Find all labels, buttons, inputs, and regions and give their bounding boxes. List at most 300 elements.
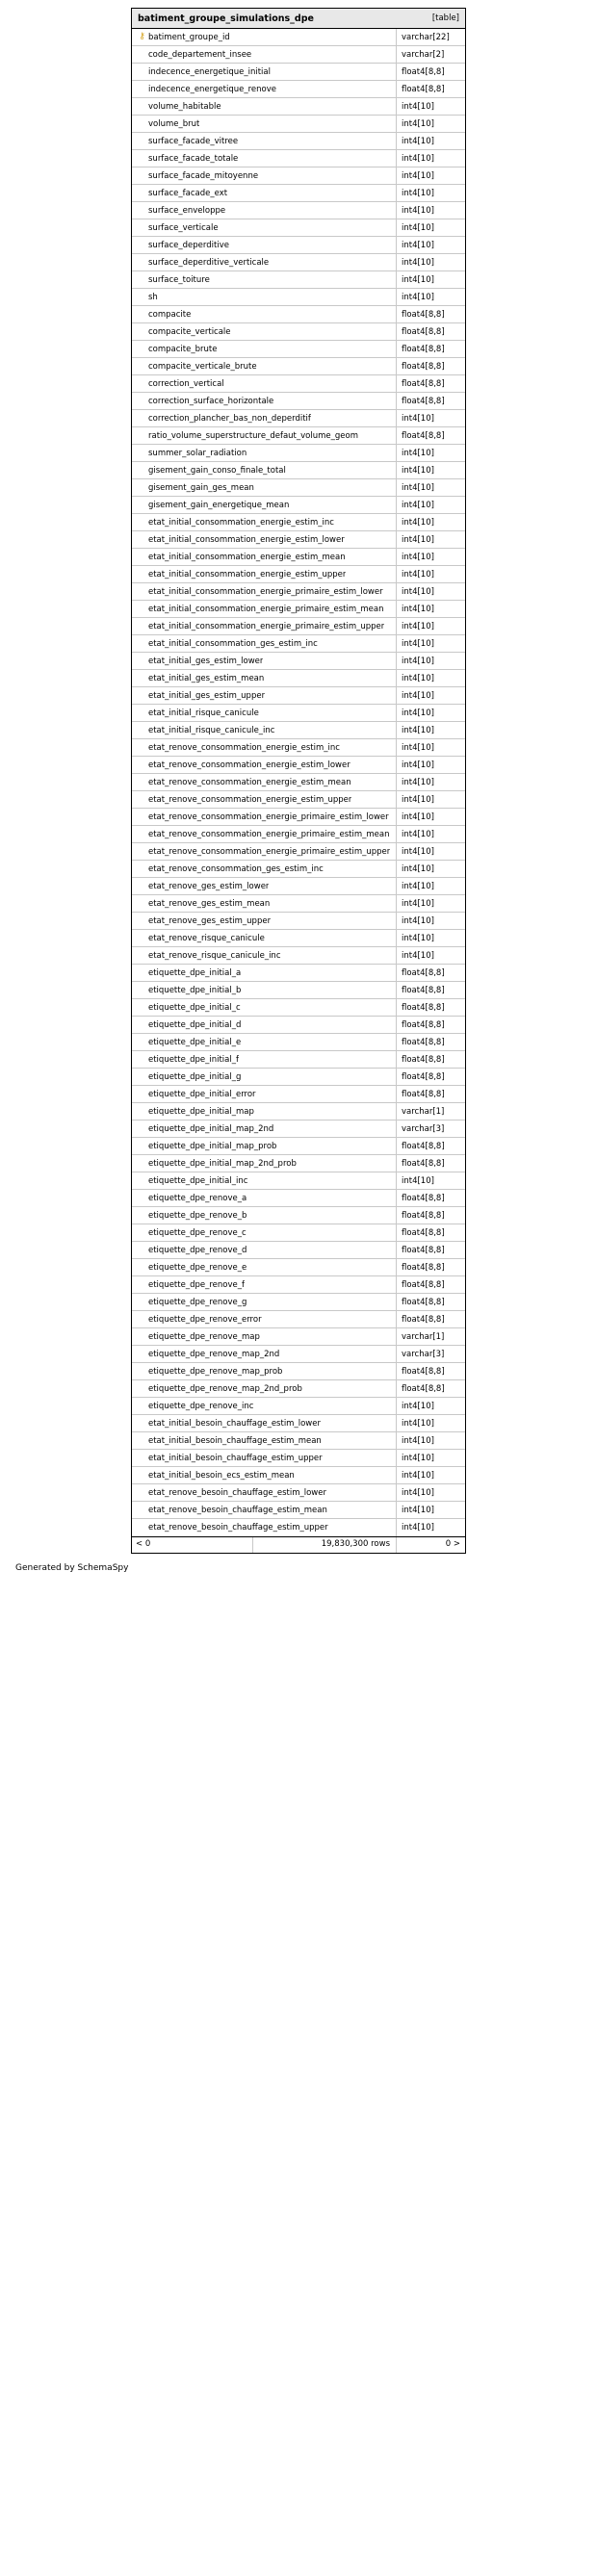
table-row[interactable] — [132, 930, 465, 947]
table-row[interactable] — [132, 1519, 465, 1536]
column-name-label: etiquette_dpe_initial_map_2nd — [148, 1123, 274, 1134]
column-type-label: int4[10] — [396, 774, 465, 790]
column-name-label: etat_initial_ges_estim_upper — [148, 690, 266, 701]
column-name-cell — [132, 116, 396, 132]
row-count: 19,830,300 rows — [252, 1537, 396, 1553]
table-row[interactable] — [132, 670, 465, 687]
table-name: batiment_groupe_simulations_dpe — [138, 13, 314, 24]
column-name-cell — [132, 98, 396, 115]
table-row[interactable] — [132, 826, 465, 843]
table-row[interactable] — [132, 878, 465, 895]
column-name-cell — [132, 410, 396, 426]
column-type-label: int4[10] — [396, 826, 465, 842]
column-type-label: float4[8,8] — [396, 1155, 465, 1172]
column-name-label: etiquette_dpe_renove_c — [148, 1227, 247, 1238]
column-type-label: int4[10] — [396, 913, 465, 929]
column-name-label: etiquette_dpe_renove_inc — [148, 1401, 254, 1411]
column-type-label: int4[10] — [396, 410, 465, 426]
table-row[interactable] — [132, 254, 465, 271]
credit-text: Generated by SchemaSpy — [15, 1563, 129, 1573]
column-name-label: etat_initial_risque_canicule_inc — [148, 725, 275, 735]
table-row[interactable] — [132, 1294, 465, 1311]
column-name-cell — [132, 1138, 396, 1154]
table-row[interactable] — [132, 1484, 465, 1502]
table-row[interactable] — [132, 861, 465, 878]
column-name-label: gisement_gain_conso_finale_total — [148, 465, 286, 476]
column-type-label: float4[8,8] — [396, 1259, 465, 1275]
table-row[interactable] — [132, 1207, 465, 1224]
column-name-cell — [132, 46, 396, 63]
column-name-label: etat_initial_ges_estim_lower — [148, 656, 264, 666]
column-name-cell — [132, 965, 396, 981]
column-name-label: etat_initial_besoin_ecs_estim_mean — [148, 1470, 295, 1481]
column-type-label: int4[10] — [396, 497, 465, 513]
column-name-cell — [132, 705, 396, 721]
column-type-label: int4[10] — [396, 150, 465, 167]
column-name-label: etat_renove_consommation_ges_estim_inc — [148, 863, 324, 874]
column-name-cell — [132, 341, 396, 357]
column-type-label: int4[10] — [396, 1450, 465, 1466]
table-row[interactable] — [132, 167, 465, 185]
column-name-label: volume_brut — [148, 118, 200, 129]
column-name-cell — [132, 687, 396, 704]
column-name-label: code_departement_insee — [148, 49, 252, 60]
column-name-label: etat_initial_consommation_ges_estim_inc — [148, 638, 318, 649]
column-name-label: etiquette_dpe_initial_g — [148, 1071, 242, 1082]
column-name-cell — [132, 1190, 396, 1206]
column-name-cell — [132, 861, 396, 877]
table-row[interactable] — [132, 323, 465, 341]
column-name-cell — [132, 999, 396, 1016]
table-row[interactable] — [132, 913, 465, 930]
column-name-label: etiquette_dpe_initial_e — [148, 1037, 242, 1047]
table-row[interactable] — [132, 653, 465, 670]
table-row[interactable] — [132, 947, 465, 965]
column-name-cell — [132, 479, 396, 496]
table-row[interactable] — [132, 410, 465, 427]
column-type-label: float4[8,8] — [396, 1224, 465, 1241]
table-row[interactable] — [132, 202, 465, 219]
column-type-label: int4[10] — [396, 116, 465, 132]
table-row[interactable] — [132, 687, 465, 705]
column-type-label: int4[10] — [396, 1467, 465, 1483]
table-row[interactable] — [132, 601, 465, 618]
column-name-cell — [132, 1311, 396, 1327]
table-row[interactable] — [132, 705, 465, 722]
primary-key-icon: ⚷ — [139, 32, 145, 41]
table-row[interactable] — [132, 375, 465, 393]
column-name-cell — [132, 635, 396, 652]
table-row[interactable] — [132, 98, 465, 116]
column-name-cell — [132, 1467, 396, 1483]
column-name-cell — [132, 1276, 396, 1293]
column-name-label: etiquette_dpe_renove_e — [148, 1262, 247, 1273]
column-name-label: surface_verticale — [148, 222, 219, 233]
column-name-label: batiment_groupe_id — [148, 32, 230, 42]
column-name-label: gisement_gain_ges_mean — [148, 482, 254, 493]
column-name-cell — [132, 826, 396, 842]
column-list — [132, 29, 465, 1536]
column-name-label: etat_initial_consommation_energie_estim_lower — [148, 534, 345, 545]
column-name-label: etat_initial_risque_canicule — [148, 708, 259, 718]
column-name-cell — [132, 1069, 396, 1085]
column-type-label: float4[8,8] — [396, 1086, 465, 1102]
column-type-label: int4[10] — [396, 739, 465, 756]
column-name-label: etat_renove_ges_estim_mean — [148, 898, 271, 909]
column-type-label: int4[10] — [396, 185, 465, 201]
column-name-cell — [132, 133, 396, 149]
table-row[interactable] — [132, 1311, 465, 1328]
column-name-cell — [132, 1207, 396, 1224]
table-row[interactable] — [132, 497, 465, 514]
column-type-label: int4[10] — [396, 271, 465, 288]
table-row[interactable] — [132, 965, 465, 982]
table-row[interactable] — [132, 791, 465, 809]
column-name-label: compacite_verticale_brute — [148, 361, 257, 372]
table-row[interactable] — [132, 1224, 465, 1242]
table-row[interactable] — [132, 133, 465, 150]
table-row[interactable] — [132, 739, 465, 757]
table-row[interactable] — [132, 1242, 465, 1259]
column-name-cell — [132, 1450, 396, 1466]
table-row[interactable] — [132, 306, 465, 323]
table-row[interactable] — [132, 1069, 465, 1086]
column-type-label: float4[8,8] — [396, 323, 465, 340]
column-name-cell — [132, 843, 396, 860]
column-name-label: gisement_gain_energetique_mean — [148, 500, 290, 510]
column-name-label: etiquette_dpe_initial_inc — [148, 1175, 248, 1186]
table-row[interactable] — [132, 81, 465, 98]
column-name-cell — [132, 1224, 396, 1241]
next-page-indicator[interactable]: 0 > — [396, 1537, 465, 1553]
column-type-label: float4[8,8] — [396, 1294, 465, 1310]
column-type-label: float4[8,8] — [396, 427, 465, 444]
table-row[interactable] — [132, 1086, 465, 1103]
column-name-cell — [132, 81, 396, 97]
table-row[interactable] — [132, 757, 465, 774]
column-name-cell — [132, 1346, 396, 1362]
column-name-cell — [132, 445, 396, 461]
table-row[interactable] — [132, 531, 465, 549]
table-row[interactable] — [132, 895, 465, 913]
column-type-label: int4[10] — [396, 219, 465, 236]
column-type-label: int4[10] — [396, 635, 465, 652]
column-name-label: etiquette_dpe_renove_d — [148, 1245, 247, 1255]
table-row[interactable] — [132, 358, 465, 375]
table-row[interactable] — [132, 1363, 465, 1380]
column-name-label: etat_renove_consommation_energie_estim_lower — [148, 760, 350, 770]
column-name-label: etat_renove_besoin_chauffage_estim_mean — [148, 1505, 327, 1515]
table-row[interactable] — [132, 618, 465, 635]
column-name-label: etiquette_dpe_renove_map_2nd_prob — [148, 1383, 302, 1394]
column-name-label: surface_deperditive — [148, 240, 229, 250]
column-type-label: int4[10] — [396, 861, 465, 877]
column-name-cell — [132, 1242, 396, 1258]
column-type-label: float4[8,8] — [396, 1380, 465, 1397]
table-header — [132, 9, 465, 29]
column-name-label: etat_renove_consommation_energie_primaire_estim_mean — [148, 829, 390, 839]
table-row[interactable] — [132, 1103, 465, 1121]
column-name-cell — [132, 895, 396, 912]
table-row[interactable] — [132, 1467, 465, 1484]
column-type-label: int4[10] — [396, 947, 465, 964]
column-name-cell — [132, 618, 396, 634]
table-row[interactable] — [132, 583, 465, 601]
table-row[interactable] — [132, 1502, 465, 1519]
column-name-label: summer_solar_radiation — [148, 448, 247, 458]
column-type-label: int4[10] — [396, 514, 465, 530]
column-name-label: etat_renove_consommation_energie_estim_upper — [148, 794, 352, 805]
column-name-cell — [132, 150, 396, 167]
prev-page-indicator[interactable]: < 0 — [136, 1539, 151, 1549]
table-row[interactable] — [132, 64, 465, 81]
column-name-cell — [132, 1363, 396, 1379]
column-name-label: volume_habitable — [148, 101, 221, 112]
column-name-label: etat_initial_besoin_chauffage_estim_upper — [148, 1453, 323, 1463]
column-name-label: etiquette_dpe_renove_f — [148, 1279, 245, 1290]
table-row[interactable] — [132, 774, 465, 791]
column-name-cell — [132, 670, 396, 686]
table-row[interactable] — [132, 1346, 465, 1363]
column-name-cell — [132, 1294, 396, 1310]
column-name-cell — [132, 583, 396, 600]
column-name-label: etat_initial_consommation_energie_primaire_estim_lower — [148, 586, 383, 597]
table-row[interactable] — [132, 1172, 465, 1190]
column-name-cell — [132, 202, 396, 219]
column-name-label: etiquette_dpe_initial_c — [148, 1002, 241, 1013]
column-name-label: correction_surface_horizontale — [148, 396, 274, 406]
column-type-label: int4[10] — [396, 1432, 465, 1449]
column-type-label: float4[8,8] — [396, 81, 465, 97]
column-name-cell — [132, 237, 396, 253]
column-type-label: float4[8,8] — [396, 1276, 465, 1293]
table-row[interactable] — [132, 479, 465, 497]
column-name-cell — [132, 1017, 396, 1033]
table-row[interactable] — [132, 1051, 465, 1069]
column-name-cell — [132, 791, 396, 808]
column-type-label: float4[8,8] — [396, 1017, 465, 1033]
column-type-label: varchar[3] — [396, 1346, 465, 1362]
column-type-label: int4[10] — [396, 687, 465, 704]
table-row[interactable] — [132, 341, 465, 358]
table-row[interactable] — [132, 1398, 465, 1415]
column-name-label: etat_renove_besoin_chauffage_estim_upper — [148, 1523, 328, 1533]
column-type-label: int4[10] — [396, 1502, 465, 1518]
column-type-label: float4[8,8] — [396, 1207, 465, 1224]
column-name-label: etat_renove_risque_canicule_inc — [148, 950, 281, 961]
column-name-cell — [132, 1415, 396, 1431]
column-type-label: int4[10] — [396, 167, 465, 184]
column-type-label: int4[10] — [396, 254, 465, 270]
column-name-cell — [132, 1380, 396, 1397]
column-name-cell — [132, 271, 396, 288]
table-row[interactable] — [132, 1380, 465, 1398]
column-type-label: float4[8,8] — [396, 1051, 465, 1068]
column-name-cell — [132, 1502, 396, 1518]
table-row[interactable] — [132, 843, 465, 861]
column-name-label: surface_facade_mitoyenne — [148, 170, 259, 181]
table-row[interactable] — [132, 185, 465, 202]
column-name-cell — [132, 653, 396, 669]
column-name-cell — [132, 1155, 396, 1172]
table-row[interactable] — [132, 1155, 465, 1172]
column-type-label: int4[10] — [396, 479, 465, 496]
column-name-label: etiquette_dpe_renove_b — [148, 1210, 247, 1221]
table-row[interactable] — [132, 29, 465, 46]
table-row[interactable] — [132, 549, 465, 566]
column-name-cell — [132, 167, 396, 184]
column-type-label: int4[10] — [396, 1172, 465, 1189]
table-row[interactable] — [132, 635, 465, 653]
column-type-label: float4[8,8] — [396, 965, 465, 981]
column-name-label: etat_renove_consommation_energie_estim_mean — [148, 777, 351, 787]
table-row[interactable] — [132, 809, 465, 826]
column-name-cell — [132, 29, 396, 45]
column-name-label: etat_renove_risque_canicule — [148, 933, 265, 943]
table-row[interactable] — [132, 150, 465, 167]
column-type-label: int4[10] — [396, 1484, 465, 1501]
column-name-label: etiquette_dpe_renove_map — [148, 1331, 260, 1342]
column-type-label: int4[10] — [396, 1519, 465, 1536]
column-type-label: varchar[22] — [396, 29, 465, 45]
column-name-label: compacite_verticale — [148, 326, 231, 337]
table-row[interactable] — [132, 999, 465, 1017]
table-row[interactable] — [132, 514, 465, 531]
column-name-label: surface_facade_totale — [148, 153, 239, 164]
column-name-label: surface_toiture — [148, 274, 210, 285]
column-name-label: surface_facade_vitree — [148, 136, 239, 146]
table-row[interactable] — [132, 722, 465, 739]
table-row[interactable] — [132, 1017, 465, 1034]
column-name-cell — [132, 531, 396, 548]
table-row[interactable] — [132, 982, 465, 999]
column-type-label: float4[8,8] — [396, 1069, 465, 1085]
column-name-label: correction_vertical — [148, 378, 224, 389]
column-type-label: int4[10] — [396, 1415, 465, 1431]
column-name-label: etat_renove_ges_estim_upper — [148, 915, 272, 926]
column-name-label: etat_initial_consommation_energie_estim_inc — [148, 517, 334, 528]
column-name-cell — [132, 566, 396, 582]
column-name-label: sh — [148, 292, 158, 302]
column-type-label: int4[10] — [396, 895, 465, 912]
table-row[interactable] — [132, 1432, 465, 1450]
table-row[interactable] — [132, 46, 465, 64]
column-name-cell — [132, 982, 396, 998]
column-type-label: float4[8,8] — [396, 358, 465, 374]
table-footer — [132, 1536, 465, 1553]
column-name-cell — [132, 1328, 396, 1345]
column-name-label: surface_facade_ext — [148, 188, 228, 198]
column-type-label: float4[8,8] — [396, 1311, 465, 1327]
column-name-label: etiquette_dpe_initial_error — [148, 1089, 256, 1099]
table-row[interactable] — [132, 271, 465, 289]
table-row[interactable] — [132, 219, 465, 237]
table-row[interactable] — [132, 393, 465, 410]
column-name-label: etiquette_dpe_renove_map_2nd — [148, 1349, 280, 1359]
table-row[interactable] — [132, 445, 465, 462]
column-name-label: etiquette_dpe_initial_b — [148, 985, 242, 995]
column-type-label: int4[10] — [396, 531, 465, 548]
column-type-label: float4[8,8] — [396, 64, 465, 80]
column-name-label: ratio_volume_superstructure_defaut_volume_geom — [148, 430, 358, 441]
table-type-tag: [table] — [431, 13, 459, 23]
column-name-cell — [132, 1259, 396, 1275]
table-row[interactable] — [132, 462, 465, 479]
column-name-label: etat_renove_consommation_energie_primaire_estim_upper — [148, 846, 391, 857]
column-type-label: int4[10] — [396, 618, 465, 634]
column-name-label: etiquette_dpe_initial_map_prob — [148, 1141, 277, 1151]
column-type-label: int4[10] — [396, 445, 465, 461]
column-type-label: varchar[1] — [396, 1103, 465, 1120]
column-name-label: etiquette_dpe_renove_map_prob — [148, 1366, 283, 1377]
column-type-label: float4[8,8] — [396, 999, 465, 1016]
column-name-cell — [132, 462, 396, 478]
column-name-label: etat_renove_ges_estim_lower — [148, 881, 270, 891]
column-name-cell — [132, 185, 396, 201]
column-name-label: etiquette_dpe_initial_f — [148, 1054, 239, 1065]
table-row[interactable] — [132, 1138, 465, 1155]
column-name-label: etat_initial_consommation_energie_estim_mean — [148, 552, 346, 562]
column-name-label: etat_initial_besoin_chauffage_estim_mean — [148, 1435, 322, 1446]
table-row[interactable] — [132, 1121, 465, 1138]
column-type-label: float4[8,8] — [396, 1363, 465, 1379]
table-row[interactable] — [132, 1328, 465, 1346]
table-row[interactable] — [132, 566, 465, 583]
table-row[interactable] — [132, 116, 465, 133]
table-row[interactable] — [132, 1259, 465, 1276]
table-row[interactable] — [132, 289, 465, 306]
column-type-label: int4[10] — [396, 237, 465, 253]
column-type-label: int4[10] — [396, 670, 465, 686]
column-type-label: int4[10] — [396, 791, 465, 808]
column-type-label: float4[8,8] — [396, 1034, 465, 1050]
column-name-label: indecence_energetique_renove — [148, 84, 276, 94]
column-name-cell — [132, 375, 396, 392]
column-name-label: etiquette_dpe_renove_a — [148, 1193, 247, 1203]
table-row[interactable] — [132, 427, 465, 445]
table-row[interactable] — [132, 1276, 465, 1294]
column-type-label: float4[8,8] — [396, 1242, 465, 1258]
table-row[interactable] — [132, 1450, 465, 1467]
column-name-cell — [132, 601, 396, 617]
column-name-label: etat_renove_consommation_energie_estim_inc — [148, 742, 340, 753]
column-type-label: varchar[2] — [396, 46, 465, 63]
column-name-label: etat_initial_ges_estim_mean — [148, 673, 265, 683]
column-name-label: etat_initial_consommation_energie_estim_upper — [148, 569, 347, 580]
column-name-cell — [132, 1121, 396, 1137]
column-name-cell — [132, 323, 396, 340]
column-name-cell — [132, 1398, 396, 1414]
column-name-cell — [132, 739, 396, 756]
column-name-cell — [132, 289, 396, 305]
column-type-label: int4[10] — [396, 98, 465, 115]
column-type-label: float4[8,8] — [396, 375, 465, 392]
table-row[interactable] — [132, 1415, 465, 1432]
column-name-cell — [132, 1484, 396, 1501]
column-name-cell — [132, 358, 396, 374]
column-name-cell — [132, 930, 396, 946]
column-type-label: varchar[1] — [396, 1328, 465, 1345]
column-name-label: etiquette_dpe_initial_d — [148, 1019, 242, 1030]
column-name-cell — [132, 219, 396, 236]
column-name-label: etat_initial_consommation_energie_primaire_estim_upper — [148, 621, 385, 631]
column-type-label: int4[10] — [396, 1398, 465, 1414]
column-type-label: int4[10] — [396, 202, 465, 219]
table-row[interactable] — [132, 1034, 465, 1051]
table-row[interactable] — [132, 237, 465, 254]
table-row[interactable] — [132, 1190, 465, 1207]
column-name-label: etiquette_dpe_initial_a — [148, 967, 242, 978]
